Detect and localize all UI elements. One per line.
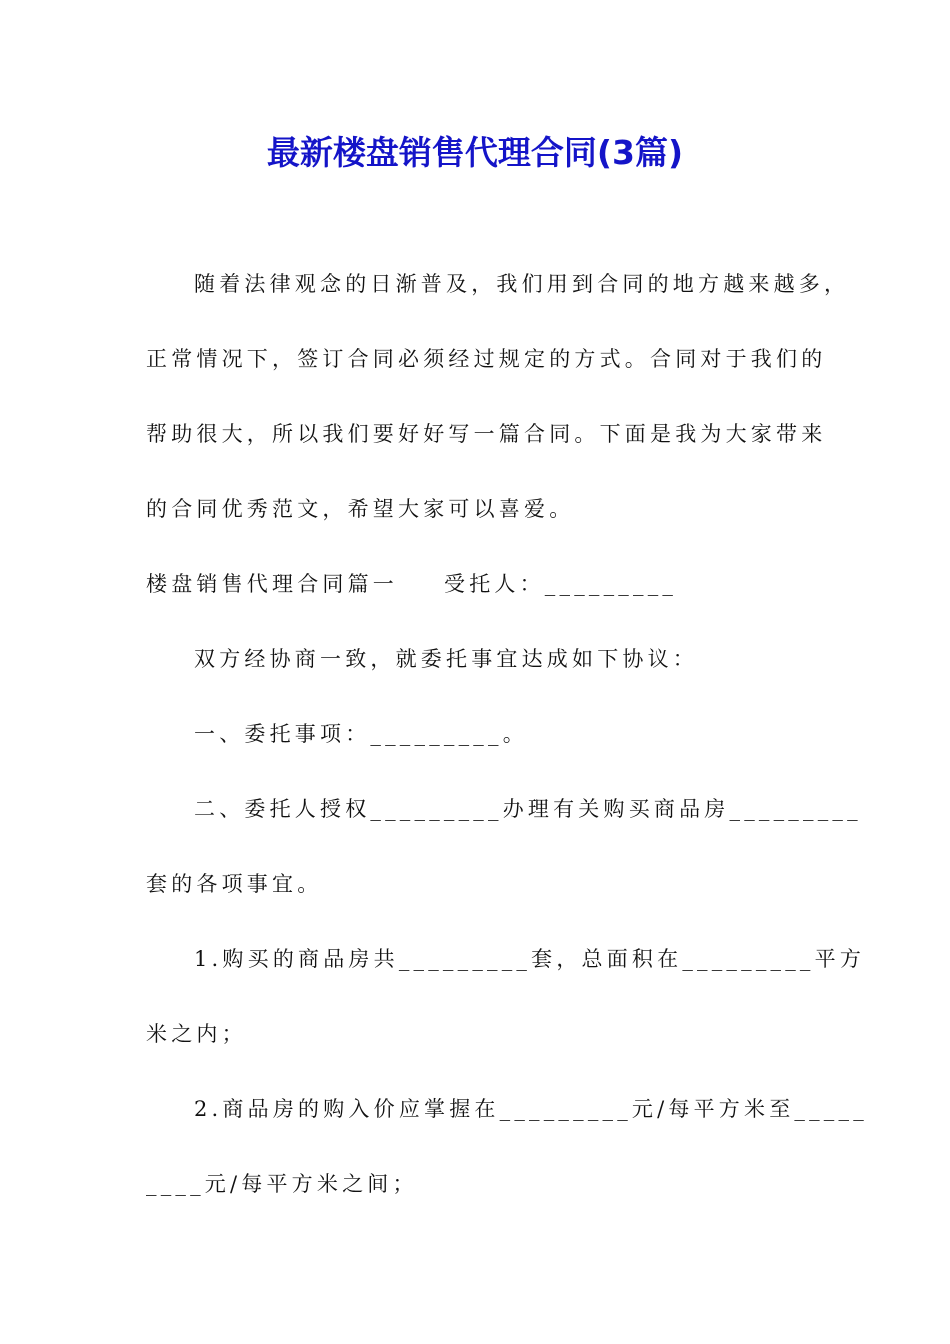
intro-line-1: 随着法律观念的日渐普及，我们用到合同的地方越来越多， [194, 272, 850, 296]
intro-line-2: 正常情况下，签订合同必须经过规定的方式。合同对于我们的 [146, 347, 827, 371]
trustee-label: 受托人：_________ [444, 572, 678, 596]
body-line-3: 二、委托人授权_________办理有关购买商品房_________ [194, 797, 862, 821]
body-line-1: 双方经协商一致，就委托事宜达成如下协议： [194, 647, 698, 671]
section-heading-row [146, 568, 677, 600]
body-line-8: ____元/每平方米之间； [146, 1172, 418, 1196]
body-line-7: 2.商品房的购入价应掌握在_________元/每平方米至_____ [194, 1097, 868, 1121]
document-title: 最新楼盘销售代理合同(3篇) [266, 133, 684, 172]
intro-line-4: 的合同优秀范文，希望大家可以喜爱。 [146, 497, 575, 521]
body-line-4: 套的各项事宜。 [146, 872, 323, 896]
body-line-6: 米之内； [146, 1022, 247, 1046]
body-line-2: 一、委托事项：_________。 [194, 722, 528, 746]
section-heading: 楼盘销售代理合同篇一 [146, 572, 398, 596]
intro-line-3: 帮助很大，所以我们要好好写一篇合同。下面是我为大家带来 [146, 422, 827, 446]
body-line-5: 1.购买的商品房共_________套，总面积在_________平方 [194, 947, 866, 971]
